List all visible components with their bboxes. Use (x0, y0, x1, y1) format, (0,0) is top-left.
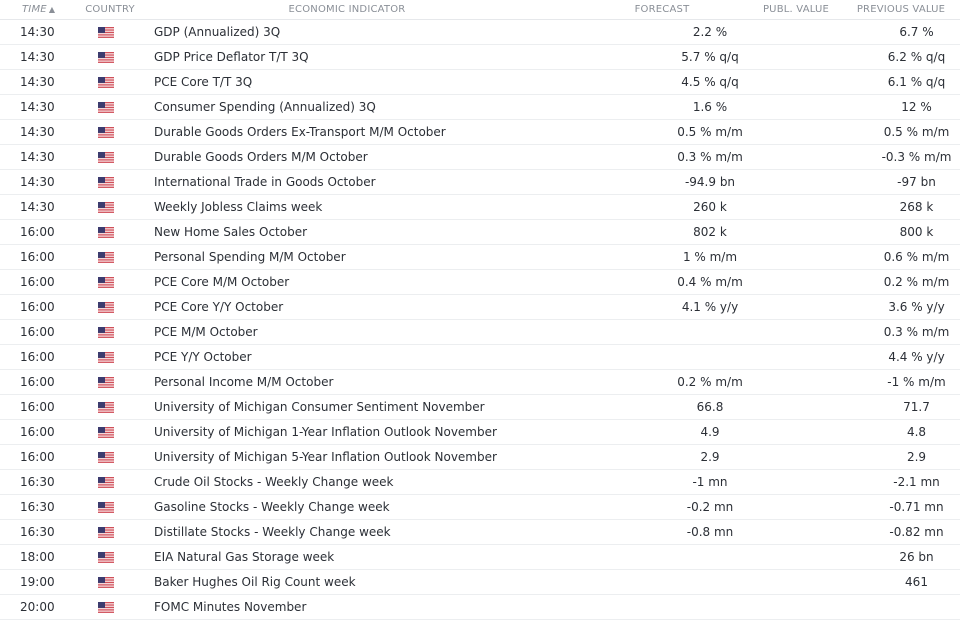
indicator-name[interactable]: GDP (Annualized) 3Q (154, 25, 281, 39)
previous-value: 4.8 (906, 425, 927, 439)
indicator-name[interactable]: Weekly Jobless Claims week (154, 200, 323, 214)
column-header-previous-value[interactable]: PREVIOUS VALUE (856, 4, 946, 15)
country-cell (98, 27, 153, 38)
us-flag-icon (98, 227, 114, 238)
us-flag-icon (98, 102, 114, 113)
indicator-name[interactable]: Crude Oil Stocks - Weekly Change week (154, 475, 394, 489)
country-cell (98, 402, 153, 413)
table-row[interactable] (0, 595, 960, 620)
forecast-value: 4.1 % y/y (681, 300, 739, 314)
table-row[interactable] (0, 545, 960, 570)
forecast-value: 1.6 % (692, 100, 728, 114)
us-flag-icon (98, 377, 114, 388)
indicator-name[interactable]: University of Michigan Consumer Sentiment November (154, 400, 485, 414)
table-row[interactable] (0, 120, 960, 145)
previous-value: 461 (905, 575, 928, 589)
forecast-value: 0.5 % m/m (677, 125, 743, 139)
country-cell (98, 352, 153, 363)
event-time: 16:00 (20, 450, 55, 464)
event-time: 14:30 (20, 75, 55, 89)
previous-value: 0.6 % m/m (883, 250, 950, 264)
previous-value: -0.3 % m/m (881, 150, 952, 164)
event-time: 18:00 (20, 550, 55, 564)
previous-value: 3.6 % y/y (888, 300, 945, 314)
event-time: 16:00 (20, 275, 55, 289)
us-flag-icon (98, 277, 114, 288)
table-body (0, 20, 960, 620)
indicator-name[interactable]: Personal Income M/M October (154, 375, 334, 389)
table-row[interactable] (0, 145, 960, 170)
indicator-name[interactable]: Gasoline Stocks - Weekly Change week (154, 500, 390, 514)
forecast-value: 0.4 % m/m (677, 275, 743, 289)
previous-value: 0.2 % m/m (883, 275, 950, 289)
us-flag-icon (98, 152, 114, 163)
indicator-name[interactable]: Durable Goods Orders Ex-Transport M/M October (154, 125, 446, 139)
table-row[interactable] (0, 295, 960, 320)
event-time: 14:30 (20, 50, 55, 64)
time-header-label: TIME (22, 4, 47, 15)
event-time: 16:00 (20, 300, 55, 314)
table-row[interactable] (0, 270, 960, 295)
previous-value: 12 % (901, 100, 932, 114)
forecast-value: 0.3 % m/m (677, 150, 743, 164)
previous-value: 0.3 % m/m (883, 325, 950, 339)
table-header (0, 0, 960, 20)
indicator-name[interactable]: New Home Sales October (154, 225, 308, 239)
event-time: 16:00 (20, 400, 55, 414)
previous-value: -97 bn (897, 175, 936, 189)
event-time: 20:00 (20, 600, 55, 614)
column-header-publ-value[interactable]: PUBL. VALUE (762, 4, 830, 15)
forecast-value: -94.9 bn (684, 175, 736, 189)
previous-value: 2.9 (906, 450, 927, 464)
previous-value: -0.82 mn (889, 525, 944, 539)
table-row[interactable] (0, 370, 960, 395)
previous-value: 6.1 % q/q (887, 75, 946, 89)
indicator-name[interactable]: International Trade in Goods October (154, 175, 376, 189)
previous-value: -2.1 mn (893, 475, 940, 489)
previous-value: 6.7 % (899, 25, 934, 39)
us-flag-icon (98, 477, 114, 488)
event-time: 14:30 (20, 150, 55, 164)
indicator-name[interactable]: University of Michigan 5-Year Inflation Outlook November (154, 450, 497, 464)
previous-value: 268 k (899, 200, 934, 214)
previous-value: 71.7 (903, 400, 930, 414)
indicator-name[interactable]: University of Michigan 1-Year Inflation Outlook November (154, 425, 497, 439)
us-flag-icon (98, 527, 114, 538)
table-row[interactable] (0, 195, 960, 220)
event-time: 14:30 (20, 125, 55, 139)
event-time: 16:00 (20, 425, 55, 439)
table-row[interactable] (0, 220, 960, 245)
table-row[interactable] (0, 470, 960, 495)
forecast-value: -1 mn (692, 475, 728, 489)
us-flag-icon (98, 402, 114, 413)
column-header-country[interactable]: COUNTRY (85, 4, 135, 15)
table-row[interactable] (0, 320, 960, 345)
indicator-name[interactable]: Consumer Spending (Annualized) 3Q (154, 100, 376, 114)
previous-value: -0.71 mn (889, 500, 944, 514)
event-time: 16:00 (20, 225, 55, 239)
indicator-name[interactable]: PCE Core Y/Y October (154, 300, 284, 314)
forecast-value: 2.9 (700, 450, 720, 464)
event-time: 14:30 (20, 175, 55, 189)
column-header-forecast[interactable]: FORECAST (634, 4, 690, 15)
column-header-indicator[interactable]: ECONOMIC INDICATOR (288, 4, 406, 15)
table-row[interactable] (0, 420, 960, 445)
event-time: 16:00 (20, 375, 55, 389)
table-row[interactable] (0, 245, 960, 270)
indicator-name[interactable]: PCE M/M October (154, 325, 258, 339)
table-row[interactable] (0, 345, 960, 370)
country-cell (98, 127, 153, 138)
us-flag-icon (98, 77, 114, 88)
event-time: 16:00 (20, 350, 55, 364)
country-cell (98, 602, 153, 613)
country-cell (98, 377, 153, 388)
indicator-name[interactable]: PCE Core M/M October (154, 275, 290, 289)
country-cell (98, 452, 153, 463)
country-cell (98, 152, 153, 163)
country-cell (98, 177, 153, 188)
country-cell (98, 502, 153, 513)
us-flag-icon (98, 52, 114, 63)
table-row[interactable] (0, 395, 960, 420)
forecast-value: -0.2 mn (686, 500, 734, 514)
us-flag-icon (98, 27, 114, 38)
forecast-value: 1 % m/m (682, 250, 738, 264)
event-time: 14:30 (20, 25, 55, 39)
us-flag-icon (98, 552, 114, 563)
country-cell (98, 527, 153, 538)
indicator-name[interactable]: GDP Price Deflator T/T 3Q (154, 50, 309, 64)
country-cell (98, 202, 153, 213)
table-row[interactable] (0, 70, 960, 95)
us-flag-icon (98, 252, 114, 263)
us-flag-icon (98, 202, 114, 213)
forecast-value: 4.5 % q/q (681, 75, 739, 89)
table-row[interactable] (0, 45, 960, 70)
forecast-value: -0.8 mn (686, 525, 734, 539)
indicator-name[interactable]: PCE Y/Y October (154, 350, 252, 364)
us-flag-icon (98, 452, 114, 463)
us-flag-icon (98, 302, 114, 313)
country-cell (98, 277, 153, 288)
indicator-name[interactable]: FOMC Minutes November (154, 600, 307, 614)
us-flag-icon (98, 327, 114, 338)
column-header-time[interactable] (0, 4, 80, 15)
country-cell (98, 227, 153, 238)
forecast-value: 66.8 (696, 400, 724, 414)
table-row[interactable] (0, 495, 960, 520)
forecast-value: 2.2 % (692, 25, 728, 39)
forecast-value: 5.7 % q/q (681, 50, 739, 64)
event-time: 19:00 (20, 575, 55, 589)
country-cell (98, 302, 153, 313)
table-row[interactable] (0, 445, 960, 470)
country-cell (98, 477, 153, 488)
country-cell (98, 52, 153, 63)
event-time: 16:00 (20, 250, 55, 264)
us-flag-icon (98, 502, 114, 513)
country-cell (98, 327, 153, 338)
sort-ascending-icon: ▲ (48, 5, 56, 14)
indicator-name[interactable]: Baker Hughes Oil Rig Count week (154, 575, 356, 589)
us-flag-icon (98, 427, 114, 438)
country-cell (98, 252, 153, 263)
us-flag-icon (98, 577, 114, 588)
event-time: 14:30 (20, 100, 55, 114)
event-time: 16:30 (20, 475, 55, 489)
forecast-value: 0.2 % m/m (677, 375, 743, 389)
event-time: 16:30 (20, 500, 55, 514)
forecast-value: 260 k (693, 200, 727, 214)
table-row[interactable] (0, 170, 960, 195)
forecast-value: 802 k (693, 225, 727, 239)
previous-value: 800 k (899, 225, 934, 239)
country-cell (98, 577, 153, 588)
table-row[interactable] (0, 20, 960, 45)
us-flag-icon (98, 177, 114, 188)
previous-value: -1 % m/m (887, 375, 946, 389)
indicator-name[interactable]: Distillate Stocks - Weekly Change week (154, 525, 391, 539)
table-row[interactable] (0, 95, 960, 120)
previous-value: 4.4 % y/y (888, 350, 945, 364)
country-cell (98, 77, 153, 88)
event-time: 16:30 (20, 525, 55, 539)
us-flag-icon (98, 602, 114, 613)
previous-value: 0.5 % m/m (883, 125, 950, 139)
indicator-name[interactable]: EIA Natural Gas Storage week (154, 550, 335, 564)
event-time: 14:30 (20, 200, 55, 214)
indicator-name[interactable]: Personal Spending M/M October (154, 250, 346, 264)
indicator-name[interactable]: Durable Goods Orders M/M October (154, 150, 368, 164)
us-flag-icon (98, 352, 114, 363)
country-cell (98, 552, 153, 563)
us-flag-icon (98, 127, 114, 138)
previous-value: 26 bn (899, 550, 934, 564)
indicator-name[interactable]: PCE Core T/T 3Q (154, 75, 253, 89)
table-row[interactable] (0, 570, 960, 595)
table-row[interactable] (0, 520, 960, 545)
event-time: 16:00 (20, 325, 55, 339)
forecast-value: 4.9 (700, 425, 720, 439)
previous-value: 6.2 % q/q (887, 50, 946, 64)
country-cell (98, 427, 153, 438)
country-cell (98, 102, 153, 113)
